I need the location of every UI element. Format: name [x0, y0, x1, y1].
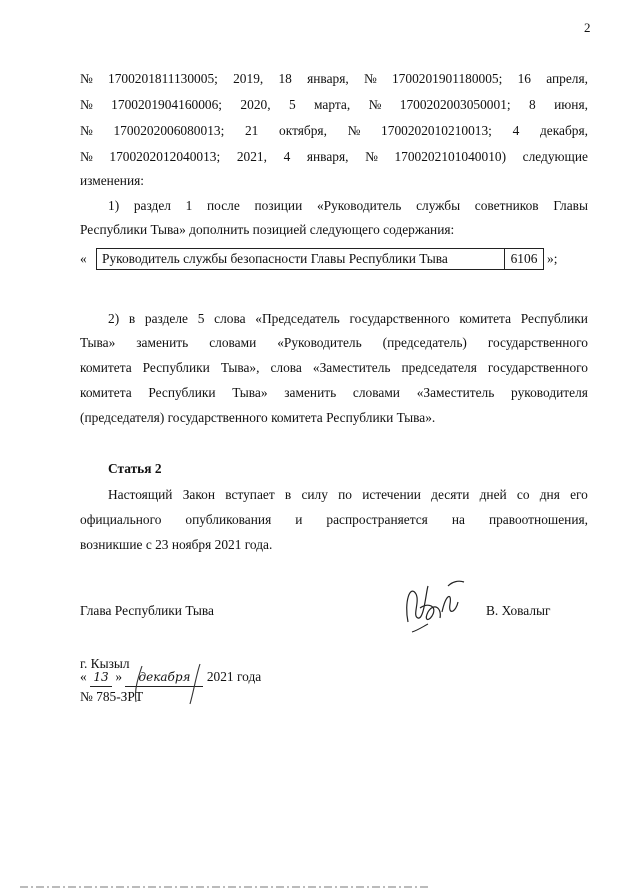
intro-line-last: изменения:: [80, 173, 145, 188]
word: распространяется: [326, 512, 428, 527]
word: заменить: [136, 335, 189, 350]
word: на: [451, 512, 465, 527]
word: десяти: [431, 487, 470, 502]
word: слова: [270, 360, 302, 375]
word: со: [516, 487, 530, 502]
word: 1700201904160006;: [111, 97, 223, 112]
word: №: [80, 71, 93, 86]
item1-line: [108, 197, 588, 215]
intro-line: [80, 122, 588, 140]
word: 1: [185, 198, 193, 213]
word: словами: [209, 335, 257, 350]
word: Тыва»: [80, 335, 116, 350]
word: государственного: [349, 311, 450, 326]
item1-line-last: Республики Тыва» дополнить позицией следующего содержания:: [80, 222, 455, 237]
word: 1700201811130005;: [108, 71, 218, 86]
word: «Председатель: [255, 311, 340, 326]
word: марта,: [314, 97, 351, 112]
word: 5: [288, 97, 296, 112]
word: 2020,: [240, 97, 271, 112]
word: Республики: [148, 385, 216, 400]
word: дней: [479, 487, 507, 502]
word: «Заместитель: [312, 360, 391, 375]
word: Республики: [142, 360, 210, 375]
word: октября,: [279, 123, 327, 138]
word: (председатель): [382, 335, 467, 350]
word: в: [284, 487, 292, 502]
word: опубликования: [185, 512, 272, 527]
word: комитета: [459, 311, 512, 326]
word: №: [368, 97, 382, 112]
open-quote: «: [80, 251, 87, 266]
word: «Руководитель: [316, 198, 402, 213]
signatory-title: Глава Республики Тыва: [80, 603, 214, 618]
intro-line: [80, 148, 588, 166]
date-month: декабря: [125, 668, 203, 687]
word: 5: [197, 311, 205, 326]
word: Тыва»: [232, 385, 268, 400]
city: г. Кызыл: [80, 656, 130, 671]
item2-line-last: (председателя) государственного комитета Республики Тыва».: [80, 410, 436, 425]
word: Республики: [520, 311, 588, 326]
word: Главы: [553, 198, 588, 213]
word: Тыва»,: [220, 360, 260, 375]
word: по: [338, 487, 353, 502]
word: правоотношения,: [488, 512, 588, 527]
date-year: 2021 года: [206, 669, 262, 684]
word: словами: [352, 385, 400, 400]
date-close-quote: »: [115, 669, 123, 684]
intro-line: [80, 96, 588, 114]
article-heading: Статья 2: [108, 461, 162, 476]
handwritten-signature: [398, 572, 470, 638]
article2-line-last: возникшие с 23 ноября 2021 года.: [80, 537, 273, 552]
word: Настоящий: [108, 487, 173, 502]
word: №: [347, 123, 361, 138]
word: июня,: [554, 97, 588, 112]
word: комитета: [80, 360, 132, 375]
word: раздел: [133, 198, 171, 213]
word: 1700201901180005;: [391, 71, 503, 86]
word: официального: [80, 512, 162, 527]
word: января,: [307, 71, 349, 86]
word: декабря,: [539, 123, 588, 138]
word: 2): [108, 311, 120, 326]
word: 8: [529, 97, 536, 112]
close-quote: »;: [547, 251, 558, 266]
code-text: 6106: [510, 251, 538, 266]
item2-line: [80, 384, 588, 402]
page-number: 2: [584, 20, 591, 35]
word: 2021,: [236, 149, 267, 164]
word: позиции: [254, 198, 303, 213]
item2-line: [108, 310, 588, 328]
article2-line: [80, 511, 588, 529]
word: «Руководитель: [277, 335, 362, 350]
word: №: [80, 123, 93, 138]
word: №: [365, 149, 378, 164]
word: «Заместитель: [416, 385, 495, 400]
article2-line: [108, 486, 588, 504]
law-number: № 785-ЗРТ: [80, 689, 144, 704]
word: апреля,: [546, 71, 588, 86]
word: государственного: [487, 335, 588, 350]
word: №: [80, 97, 93, 112]
intro-line: [80, 70, 588, 88]
handwritten-strokes: [118, 660, 218, 706]
word: января,: [306, 149, 349, 164]
date-day: 13: [90, 668, 112, 687]
word: Закон: [182, 487, 216, 502]
item2-line: [80, 359, 588, 377]
signatory-name: В. Ховалыг: [486, 603, 551, 618]
position-cell: [96, 248, 505, 270]
word: 4: [512, 123, 520, 138]
position-text: Руководитель службы безопасности Главы Республики Тыва: [102, 251, 448, 266]
word: после: [207, 198, 240, 213]
word: разделе: [144, 311, 188, 326]
word: истечении: [362, 487, 421, 502]
word: в: [128, 311, 136, 326]
code-cell: [504, 248, 544, 270]
word: комитета: [80, 385, 132, 400]
word: 1700202101040010): [394, 149, 507, 164]
word: 1700202006080013;: [113, 123, 225, 138]
word: вступает: [225, 487, 275, 502]
date-open-quote: «: [80, 669, 87, 684]
word: следующие: [522, 149, 588, 164]
word: и: [295, 512, 303, 527]
word: заменить: [284, 385, 337, 400]
item2-line: [80, 334, 588, 352]
word: №: [80, 149, 93, 164]
word: 21: [244, 123, 259, 138]
word: слова: [214, 311, 246, 326]
word: 18: [278, 71, 292, 86]
word: 4: [283, 149, 291, 164]
word: государственного: [487, 360, 588, 375]
word: руководителя: [511, 385, 588, 400]
word: №: [363, 71, 377, 86]
word: 1700202010210013;: [381, 123, 492, 138]
word: 1): [108, 198, 120, 213]
word: 16: [517, 71, 531, 86]
word: службы: [416, 198, 461, 213]
word: председателя: [401, 360, 477, 375]
word: 1700202012040013;: [109, 149, 221, 164]
word: его: [570, 487, 588, 502]
word: силу: [301, 487, 328, 502]
scan-edge-strip: [0, 883, 640, 892]
word: 1700202003050001;: [399, 97, 511, 112]
word: дня: [539, 487, 560, 502]
word: 2019,: [233, 71, 264, 86]
word: советников: [474, 198, 539, 213]
